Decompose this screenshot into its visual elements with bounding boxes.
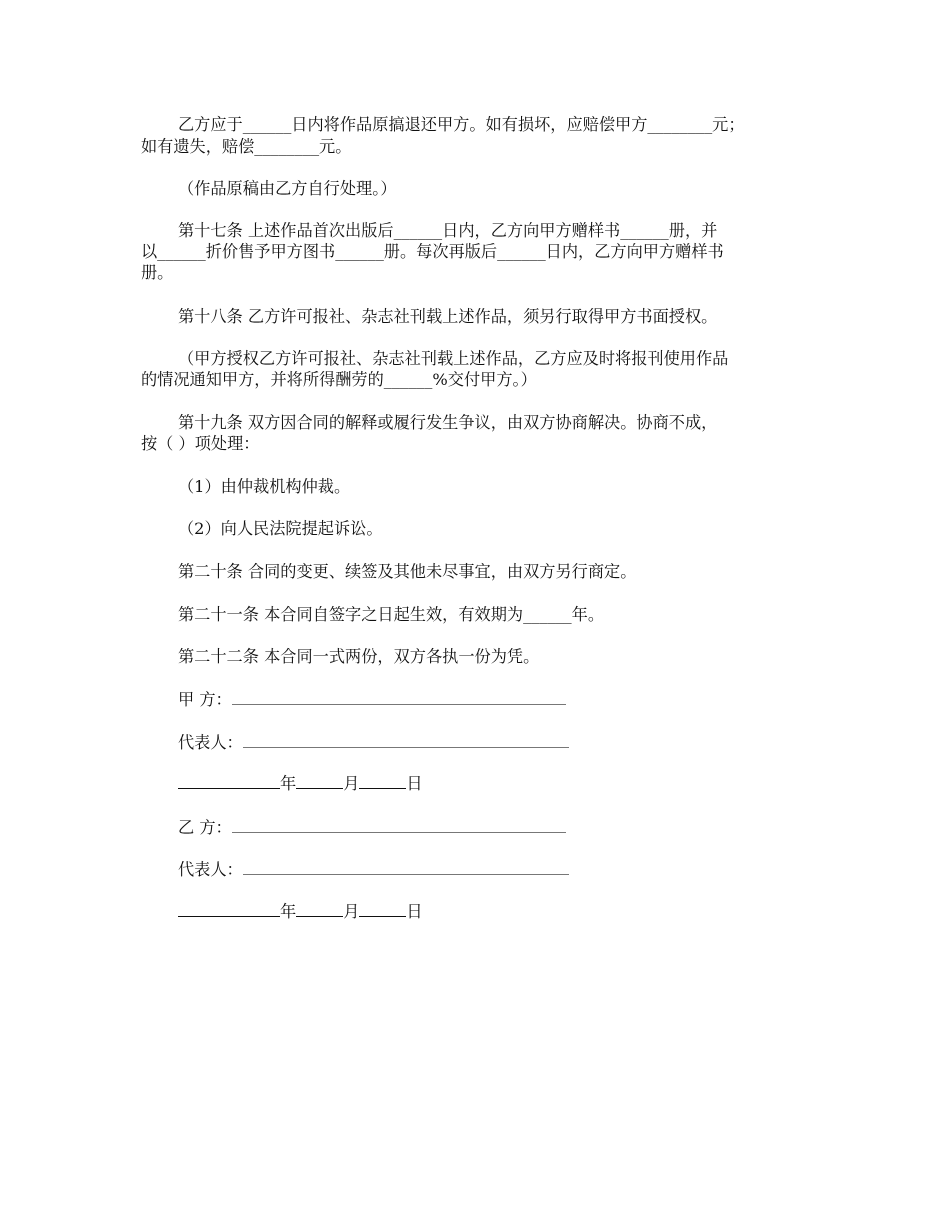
party-a-label: 甲 方：: [178, 690, 232, 709]
clause-19: [141, 412, 850, 433]
note-16-text: （作品原稿由乙方自行处理。）: [178, 179, 397, 198]
clause-21-text: 第二十一条 本合同自签字之日起生效，有效期为______年。: [178, 605, 605, 624]
date-b-month-blank[interactable]: [296, 901, 343, 917]
clause-16: [141, 114, 850, 135]
note-16: [141, 178, 850, 199]
clause-19-cont: [141, 433, 813, 454]
rep-b-label: 代表人：: [178, 860, 243, 879]
clause-16-cont: [141, 136, 813, 157]
clause-17-line-3: 册。: [141, 263, 174, 282]
clause-22: [141, 646, 850, 667]
option-1-text: （1）由仲裁机构仲裁。: [178, 477, 351, 496]
note-18-line-2: 的情况通知甲方，并将所得酬劳的______%交付甲方。）: [141, 370, 537, 389]
date-a-day-blank[interactable]: [359, 773, 406, 789]
clause-21: [141, 604, 850, 625]
option-2: [141, 518, 850, 539]
party-b-blank[interactable]: [232, 817, 566, 833]
date-a-day-label: 日: [406, 774, 423, 793]
clause-19-line-1: 第十九条 双方因合同的解释或履行发生争议，由双方协商解决。协商不成，: [178, 413, 718, 432]
clause-20: [141, 561, 850, 582]
note-18-line-1: （甲方授权乙方许可报社、杂志社刊载上述作品，乙方应及时将报刊使用作品: [178, 349, 729, 368]
date-b-year-blank[interactable]: [178, 901, 280, 917]
date-a[interactable]: [178, 773, 423, 794]
rep-b-blank[interactable]: [243, 859, 569, 875]
date-a-month-label: 月: [343, 774, 360, 793]
clause-17-line-1: 第十七条 上述作品首次出版后______日内，乙方向甲方赠样书______册，并: [178, 221, 718, 240]
date-b-day-label: 日: [406, 902, 423, 921]
option-2-text: （2）向人民法院提起诉讼。: [178, 519, 383, 538]
clause-17-cont: [141, 241, 813, 283]
party-b-label: 乙 方：: [178, 818, 232, 837]
clause-20-text: 第二十条 合同的变更、续签及其他未尽事宜，由双方另行商定。: [178, 562, 637, 581]
clause-18: [141, 306, 850, 327]
note-18-cont: [141, 369, 813, 390]
date-a-year-label: 年: [280, 774, 297, 793]
date-b-year-label: 年: [280, 902, 297, 921]
clause-17-line-2: 以______折价售予甲方图书______册。每次再版后______日内，乙方向甲方赠样书: [141, 242, 724, 261]
clause-22-text: 第二十二条 本合同一式两份，双方各执一份为凭。: [178, 647, 540, 666]
party-b-signature-line[interactable]: [178, 817, 566, 838]
clause-19-line-2: 按（ ）项处理：: [141, 434, 260, 453]
clause-17: [141, 220, 850, 241]
rep-a-signature-line[interactable]: [178, 732, 569, 753]
note-18: [141, 348, 850, 369]
clause-16-line-2: 如有遗失，赔偿________元。: [141, 137, 352, 156]
date-b[interactable]: [178, 901, 423, 922]
date-a-year-blank[interactable]: [178, 773, 280, 789]
rep-a-blank[interactable]: [243, 732, 569, 748]
party-a-signature-line[interactable]: [178, 689, 566, 710]
date-b-month-label: 月: [343, 902, 360, 921]
party-a-blank[interactable]: [232, 689, 566, 705]
date-a-month-blank[interactable]: [296, 773, 343, 789]
date-b-day-blank[interactable]: [359, 901, 406, 917]
clause-18-text: 第十八条 乙方许可报社、杂志社刊载上述作品，须另行取得甲方书面授权。: [178, 307, 718, 326]
option-1: [141, 476, 850, 497]
clause-16-line-1: 乙方应于______日内将作品原搞退还甲方。如有损坏，应赔偿甲方________元；: [178, 115, 745, 134]
rep-a-label: 代表人：: [178, 733, 243, 752]
rep-b-signature-line[interactable]: [178, 859, 569, 880]
